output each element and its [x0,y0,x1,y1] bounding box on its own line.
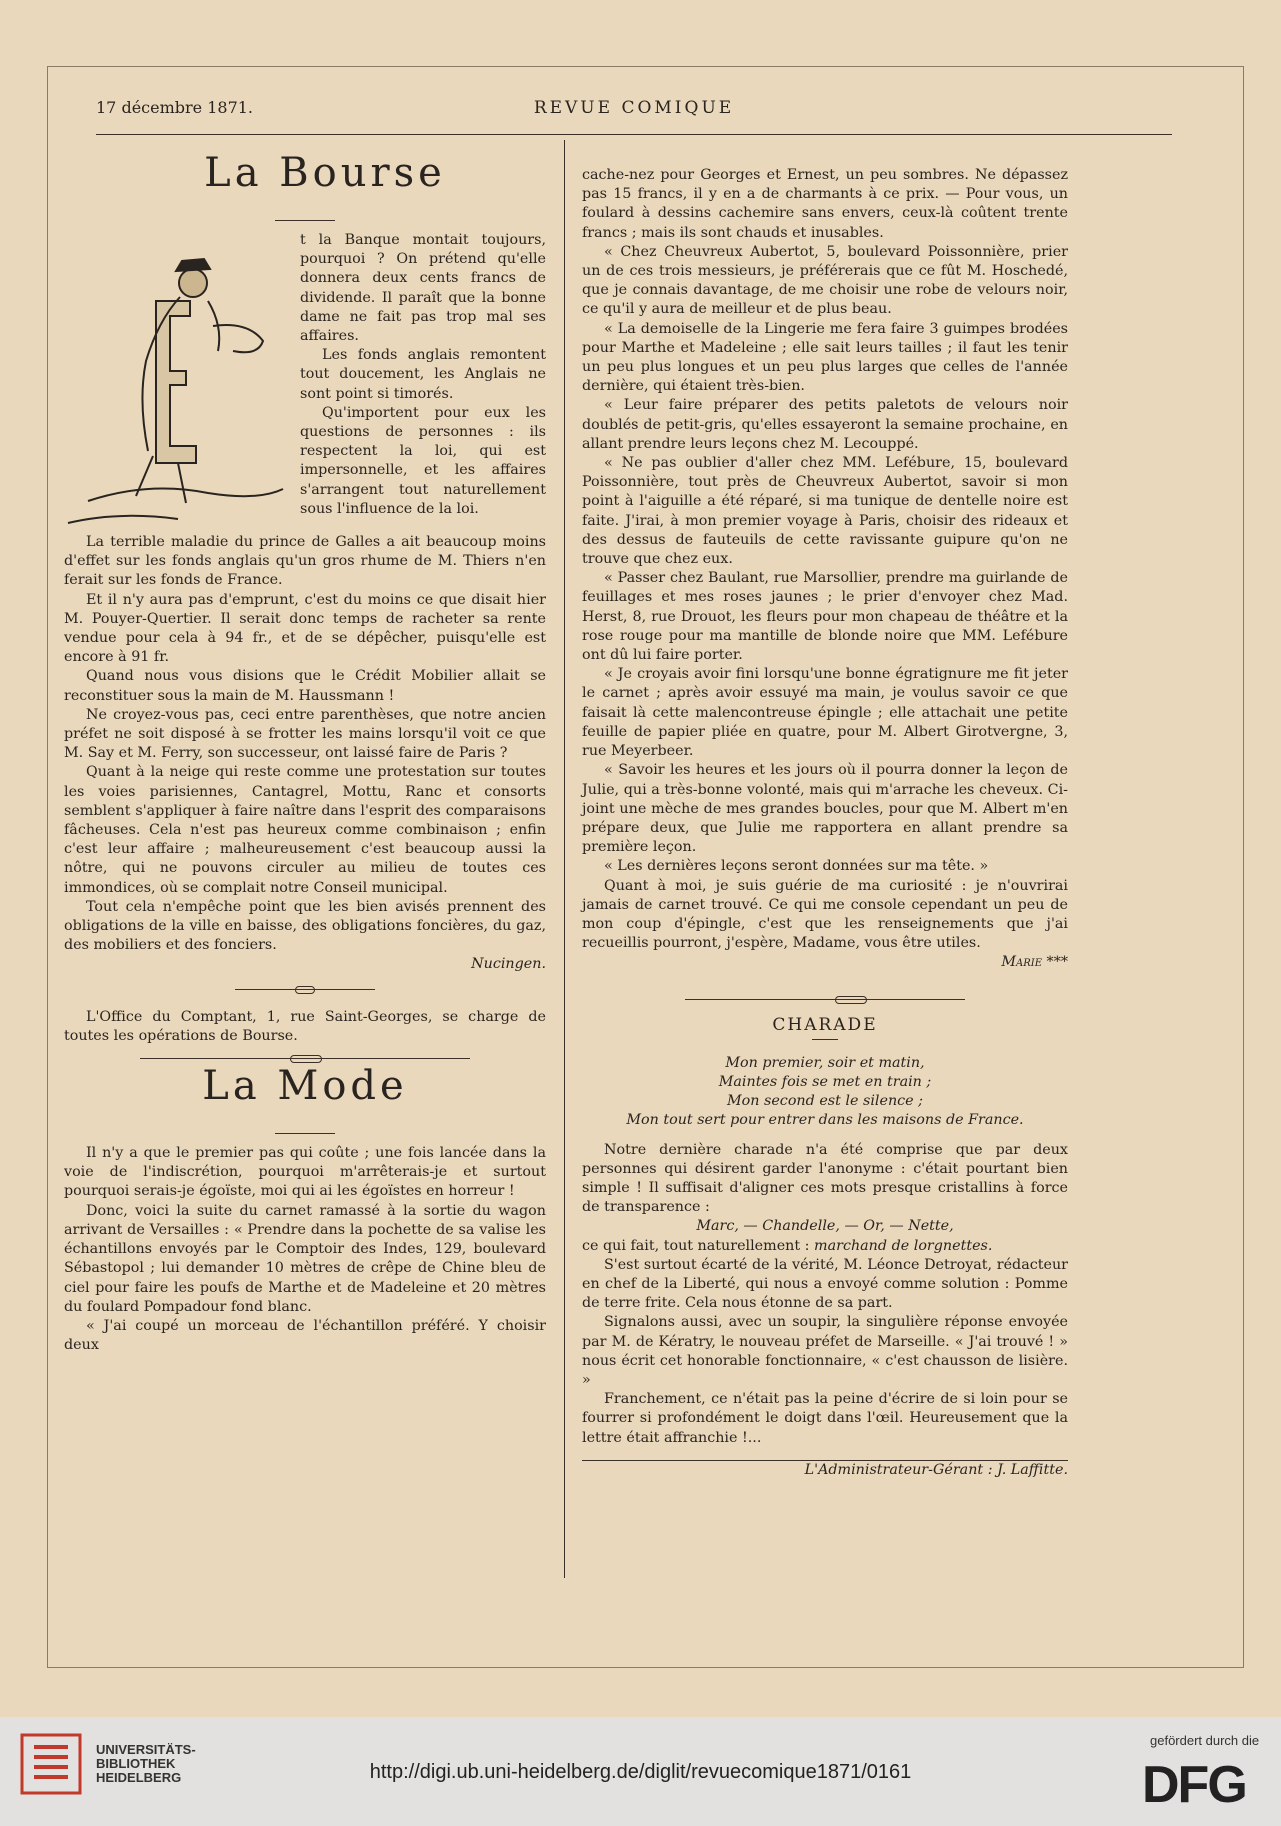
charade-paragraph-4: Signalons aussi, avec un soupir, la singulière réponse envoyée par M. de Kératry, le nouveau préfet de Marseille. « J'ai trouvé ! » nous écrit cet honorable fonctionnaire, « c'est chausson de lisière. » [582,1314,1068,1388]
left-column [64,150,546,1355]
bourse-paragraph-8: Quant à la neige qui reste comme une protestation sur toutes les voies parisiennes, Cantagrel, Mottu, Ranc et consorts semblent s'appliquer à faire naître dans l'esprit des comparaisons fâcheuses. Cela n'est pas heureux comme combinaison ; enfin c'est leur affaire ; malheureusement c'est beaucoup aussi la nôtre, qui ne pouvons circuler au milieu de toutes ces immondices, où se complait notre Conseil municipal. [64,764,546,896]
charade-answer-line [582,1237,1068,1256]
poem-line: Mon premier, soir et matin, [725,1054,925,1071]
library-name-line: BIBLIOTHEK [96,1756,176,1771]
source-url[interactable]: http://digi.ub.uni-heidelberg.de/diglit/revuecomique1871/0161 [369,1761,912,1783]
charade-paragraph-1: Notre dernière charade n'a été comprise que par deux personnes qui désirent garder l'anonyme : c'était pourtant bien simple ! Il suffisait d'aligner ces mots presque cristallins à force de transparence : [582,1141,1068,1216]
charade-paragraph-3: S'est surtout écarté de la vérité, M. Léonce Detroyat, rédacteur en chef de la Liberté, qui nous a envoyé comme solution : Pomme de terre frite. Cela nous étonne de sa part. [582,1256,1068,1312]
mode-paragraph-1: Il n'y a que le premier pas qui coûte ; une fois lancée dans la voie de l'indiscrétion, pourquoi m'arrêterais-je et surtout pourquoi serais-je égoïste, moi qui ai les égoïstes en horreur ! [64,1145,546,1200]
mode-continued-10: Quant à moi, je suis guérie de ma curiosité : je n'ouvrirai jamais de carnet trouvé. Ce qui me console cependant un peu de mon coup d'épingle, c'est que les renseignements que j'ai recueillis pourront, j'espère, Madame, vous être utiles. [582,877,1068,952]
library-name-line: HEIDELBERG [96,1770,182,1785]
mode-continued-2: « Chez Cheuvreux Aubertot, 5, boulevard Poissonnière, prier un de ces trois messieurs, je préférerais que ce fût M. Hoschedé, que je connais davantage, de me choisir une robe de velours noir, ce qu'il y aura de meilleur et de plus beau. [582,243,1068,318]
header-rule [96,134,1172,135]
mode-continued-9: « Les dernières leçons seront données sur ma tête. » [604,858,989,875]
digitization-footer [0,1717,1281,1826]
poem-line: Maintes fois se met en train ; [718,1073,932,1090]
bourse-notice: L'Office du Comptant, 1, rue Saint-Georges, se charge de toutes les opérations de Bourse. [64,1008,546,1044]
mode-continued-4: « Leur faire préparer des petits paletots de velours noir doublés de petit-gris, qu'elles essayeront la semaine prochaine, en allant prendre leurs leçons chez M. Lecouppé. [582,397,1068,452]
bourse-paragraph-3: Qu'importent pour eux les questions de personnes : ils respectent la loi, qui est impersonnelle, et les affaires s'arrangent tout naturellement sous l'influence de la loi. [300,404,546,517]
issue-date: 17 décembre 1871. [96,98,254,117]
charade-answer: marchand de lorgnettes. [814,1237,993,1254]
heading-ornament [275,1133,335,1140]
charade-words: Marc, — Chandelle, — Or, — Nette, [696,1218,954,1235]
bourse-paragraph-6: Quand nous vous disions que le Crédit Mobilier allait se reconstituer sous la main de M. Haussmann ! [64,668,546,704]
mode-signature: Marie *** [1001,954,1068,971]
heading-ornament [275,220,335,227]
page-header [96,96,1172,122]
funding-label: gefördert durch die [1150,1733,1260,1748]
bourse-paragraph-2: Les fonds anglais remontent tout doucement, les Anglais ne sont point si timorés. [300,347,546,402]
publisher-line: L'Administrateur-Gérant : J. Laffitte. [804,1461,1068,1478]
poem-line: Mon second est le silence ; [727,1093,923,1110]
poem-line: Mon tout sert pour entrer dans les maisons de France. [626,1112,1024,1129]
charade-paragraph-5: Franchement, ce n'était pas la peine d'écrire de si loin pour se fourrer si profondément le doigt dans l'œil. Heureusement que la lettre était affranchie !... [582,1391,1068,1446]
bourse-paragraph-7: Ne croyez-vous pas, ceci entre parenthèses, que notre ancien préfet ne soit disposé à se frotter les mains lorsqu'il voit ce que M. Say et M. Ferry, son successeur, ont laissé faire de Paris ? [64,706,546,762]
section-separator [140,1058,470,1065]
bourse-signature: Nucingen. [471,956,546,973]
mode-paragraph-3: « J'ai coupé un morceau de l'échantillon préféré. Y choisir deux [64,1317,546,1354]
mode-continued-8: « Savoir les heures et les jours où il pourra donner la leçon de Julie, qui a très-bonne volonté, mais qui m'arrache les cheveux. Ci-joint une mèche de mes grandes boucles, pour que M. Albert m'en prépare deux, que Julie me rapportera en allant prendre sa première leçon. [582,762,1068,856]
right-column [582,166,1068,1480]
bourse-paragraph-1: t la Banque montait toujours, pourquoi ? On prétend qu'elle donnera deux cents francs de dividende. Il paraît que la bonne dame ne fait pas trop mal ses affaires. [300,232,546,345]
mode-continued-3: « La demoiselle de la Lingerie me fera faire 3 guimpes brodées pour Marthe et Madeleine ; elle sait leurs tailles ; il faut les tenir un peu plus longues et un peu plus larges que celles de l'année dernière, qui étaient très-bien. [582,320,1068,395]
mode-continued-1: cache-nez pour Georges et Ernest, un peu sombres. Ne dépassez pas 15 francs, il y en a de charmants à ce prix. — Pour vous, un foulard à dessins cachemire sans envers, ceux-là coûtent trente francs ; mais ils sont chauds et inusables. [582,167,1068,241]
mode-continued-6: « Passer chez Baulant, rue Marsollier, prendre ma guirlande de feuillages et mes roses jaunes ; le prier d'envoyer chez Mad. Herst, 8, rue Drouot, les fleurs pour mon chapeau de théâtre et la rose rouge pour ma mantille de blonde noire que MM. Lefébure ont dû lui faire porter. [582,570,1068,664]
mode-continued-5: « Ne pas oublier d'aller chez MM. Lefébure, 15, boulevard Poissonnière, tout près de Cheuvreux Aubertot, savoir si mon point à l'aiguille a été réparé, si ma tunique de dentelle noire est faite. J'irai, à mon premier voyage à Paris, choisir des rideaux et des dessus de fauteuils de cette ravissante guipure qu'on ne trouve que chez eux. [582,455,1068,568]
library-name-line: UNIVERSITÄTS- [96,1742,196,1757]
bourse-paragraph-9: Tout cela n'empêche point que les bien avisés prennent des obligations de la ville en baisse, des obligations foncières, du gaz, des mobiliers et des fonciers. [64,898,546,954]
mode-heading: La Mode [202,1063,408,1110]
dropcap-illustration [64,231,288,531]
mode-paragraph-2: Donc, voici la suite du carnet ramassé à la sortie du wagon arrivant de Versailles : « Prendre dans la pochette de sa valise les échantillons envoyés par le Comptoir des Indes, 129, boulevard Sébastopol ; lui demander 10 mètres de crêpe de Chine bleu de ciel pour faire les poufs de Marthe et de Madeleine et 20 mètres du foulard Pompadour fond blanc. [64,1202,546,1315]
bourse-paragraph-5: Et il n'y aura pas d'emprunt, c'est du moins ce que disait hier M. Pouyer-Quertier. Il serait donc temps de racheter sa rente vendue pour cela à 94 fr., et de se dépêcher, puisqu'elle est encore à 91 fr. [64,591,546,666]
section-ornament [235,989,375,994]
bourse-paragraph-4: La terrible maladie du prince de Galles a ait beaucoup moins d'effet sur les fonds anglais qu'un gros rhume de M. Thiers n'en ferait sur les fonds de France. [64,534,546,589]
charade-dash [812,1039,838,1040]
bourse-heading: La Bourse [204,150,446,196]
charade-poem [582,1054,1068,1131]
dfg-logo: DFG [1142,1756,1246,1814]
journal-title: REVUE COMIQUE [533,98,735,118]
mode-continued-7: « Je croyais avoir fini lorsqu'une bonne égratignure me fit jeter le carnet ; après avoir essuyé ma main, je voulus savoir ce que faisait là cette malencontreuse épingle ; elle attachait une petite feuille de papier pliée en quatre, pour M. Albert Girotvergne, 3, rue Meyerbeer. [582,666,1068,760]
bourse-intro [64,231,546,533]
column-divider [564,140,565,1578]
charade-heading: CHARADE [772,1014,878,1035]
section-separator [685,999,965,1006]
charade-answer-prefix: ce qui fait, tout naturellement : [582,1237,810,1254]
